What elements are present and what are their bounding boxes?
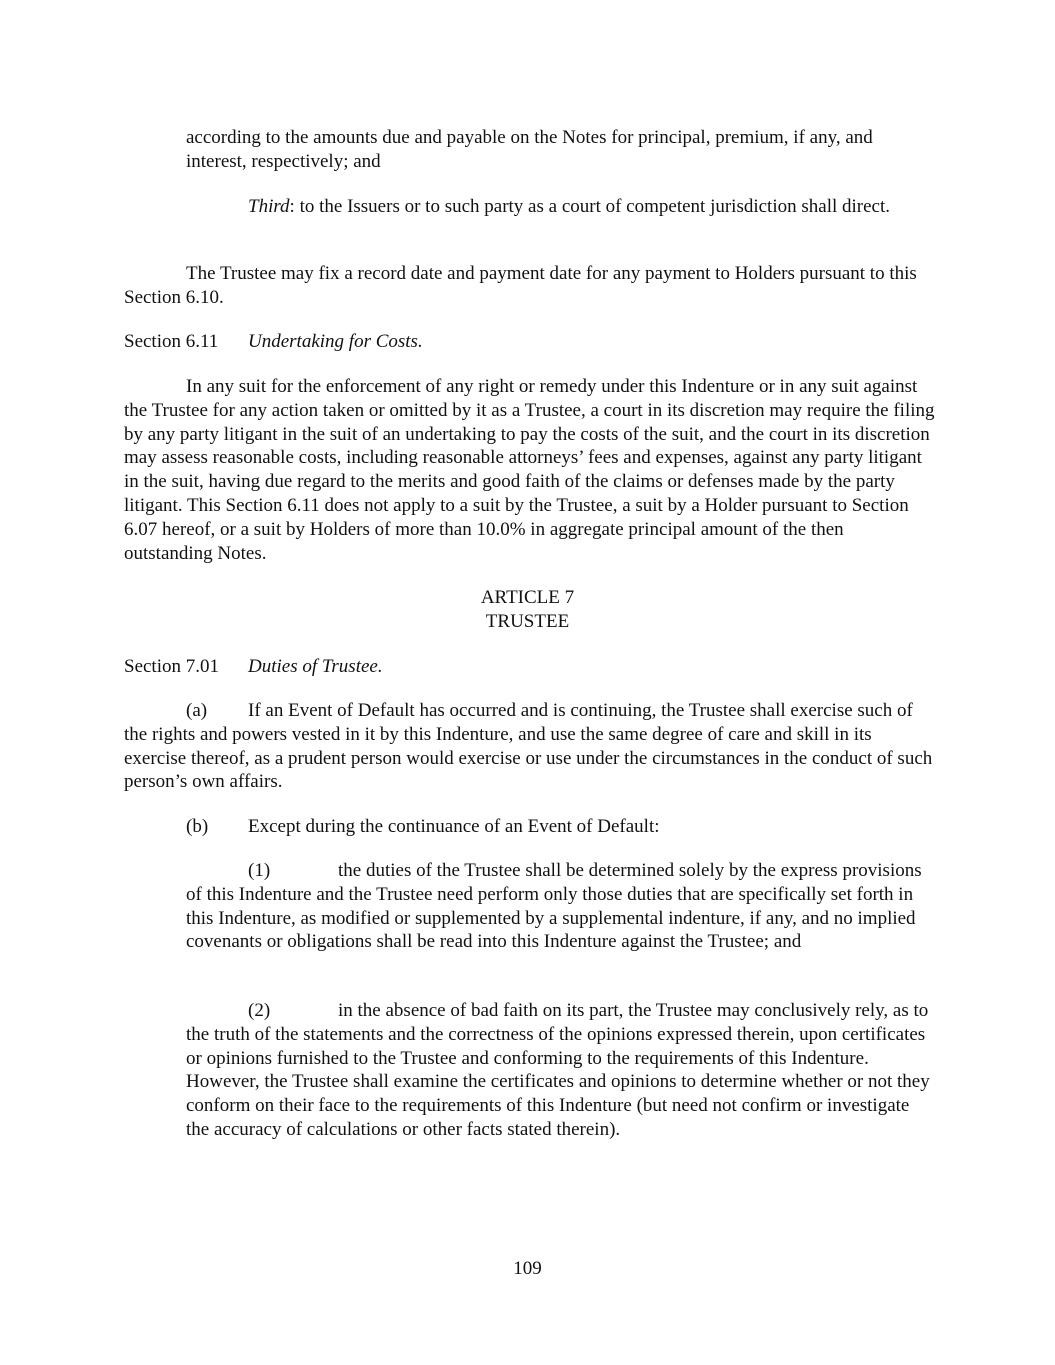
clause-label: (a) — [186, 700, 208, 721]
article-number: ARTICLE 7 — [480, 587, 575, 608]
paragraph-b-except-during — [124, 815, 936, 839]
section-heading-6-11 — [124, 330, 936, 354]
third-label: Third — [248, 196, 290, 217]
section-number: Section 6.11 — [124, 331, 219, 352]
paragraph-distribution-second-continued: according to the amounts due and payable on the Notes for principal, premium, if any, and interest, respectively; and — [186, 127, 873, 172]
third-text: : to the Issuers or to such party as a court of competent jurisdiction shall direct. — [289, 196, 891, 217]
paragraph-b1-duties — [186, 859, 936, 954]
article-title: TRUSTEE — [485, 610, 570, 632]
paragraph-a-event-of-default — [124, 699, 936, 794]
clause-text: Except during the continuance of an Event of Default: — [248, 816, 660, 837]
article-heading — [0, 586, 1055, 634]
clause-label: (b) — [186, 816, 209, 837]
section-title: Duties of Trustee. — [248, 656, 383, 677]
paragraph-undertaking-for-costs: In any suit for the enforcement of any right or remedy under this Indenture or in any suit against the Trustee for any action taken or omitted by it as a Trustee, a court in its discretion may require the filing by any party litigant in the suit of an undertaking to pay the costs of the suit, and the court in its discretion may assess reasonable costs, including reasonable attorneys’ fees and expenses, against any party litigant in the suit, having due regard to the merits and good faith of the claims or defenses made by the party litigant. This Section 6.11 does not apply to a suit by the Trustee, a suit by a Holder pursuant to Section 6.07 hereof, or a suit by Holders of more than 10.0% in aggregate principal amount of the then outstanding Notes. — [124, 376, 935, 564]
clause-text: If an Event of Default has occurred and is continuing, the Trustee shall exercise such of the rights and powers vested in it by this Indenture, and use the same degree of care and skill in its exercise thereof, as a prudent person would exercise or use under the circumstances in the conduct of such person’s own affairs. — [124, 700, 933, 793]
section-heading-7-01 — [124, 655, 936, 679]
page-number: 109 — [513, 1258, 542, 1279]
paragraph-record-date: The Trustee may fix a record date and payment date for any payment to Holders pursuant to this Section 6.10. — [124, 263, 917, 308]
clause-text: the duties of the Trustee shall be determined solely by the express provisions of this Indenture and the Trustee need perform only those duties that are specifically set forth in this Indenture, as modified or supplemented by a supplemental indenture, if any, and no implied covenants or obligations shall be read into this Indenture against the Trustee; and — [186, 860, 922, 953]
section-number: Section 7.01 — [124, 656, 219, 677]
paragraph-distribution-third — [186, 195, 936, 219]
clause-label: (1) — [248, 860, 271, 881]
clause-text: in the absence of bad faith on its part, the Trustee may conclusively rely, as to the truth of the statements and the correctness of the opinions expressed therein, upon certificates or opinions furnished to the Trustee and conforming to the requirements of this Indenture. However, the Trustee shall examine the certificates and opinions to determine whether or not they conform on their face to the requirements of this Indenture (but need not confirm or investigate the accuracy of calculations or other facts stated therein). — [186, 1000, 930, 1140]
paragraph-b2-reliance — [186, 999, 936, 1142]
section-title: Undertaking for Costs. — [248, 331, 423, 352]
clause-label: (2) — [248, 1000, 271, 1021]
